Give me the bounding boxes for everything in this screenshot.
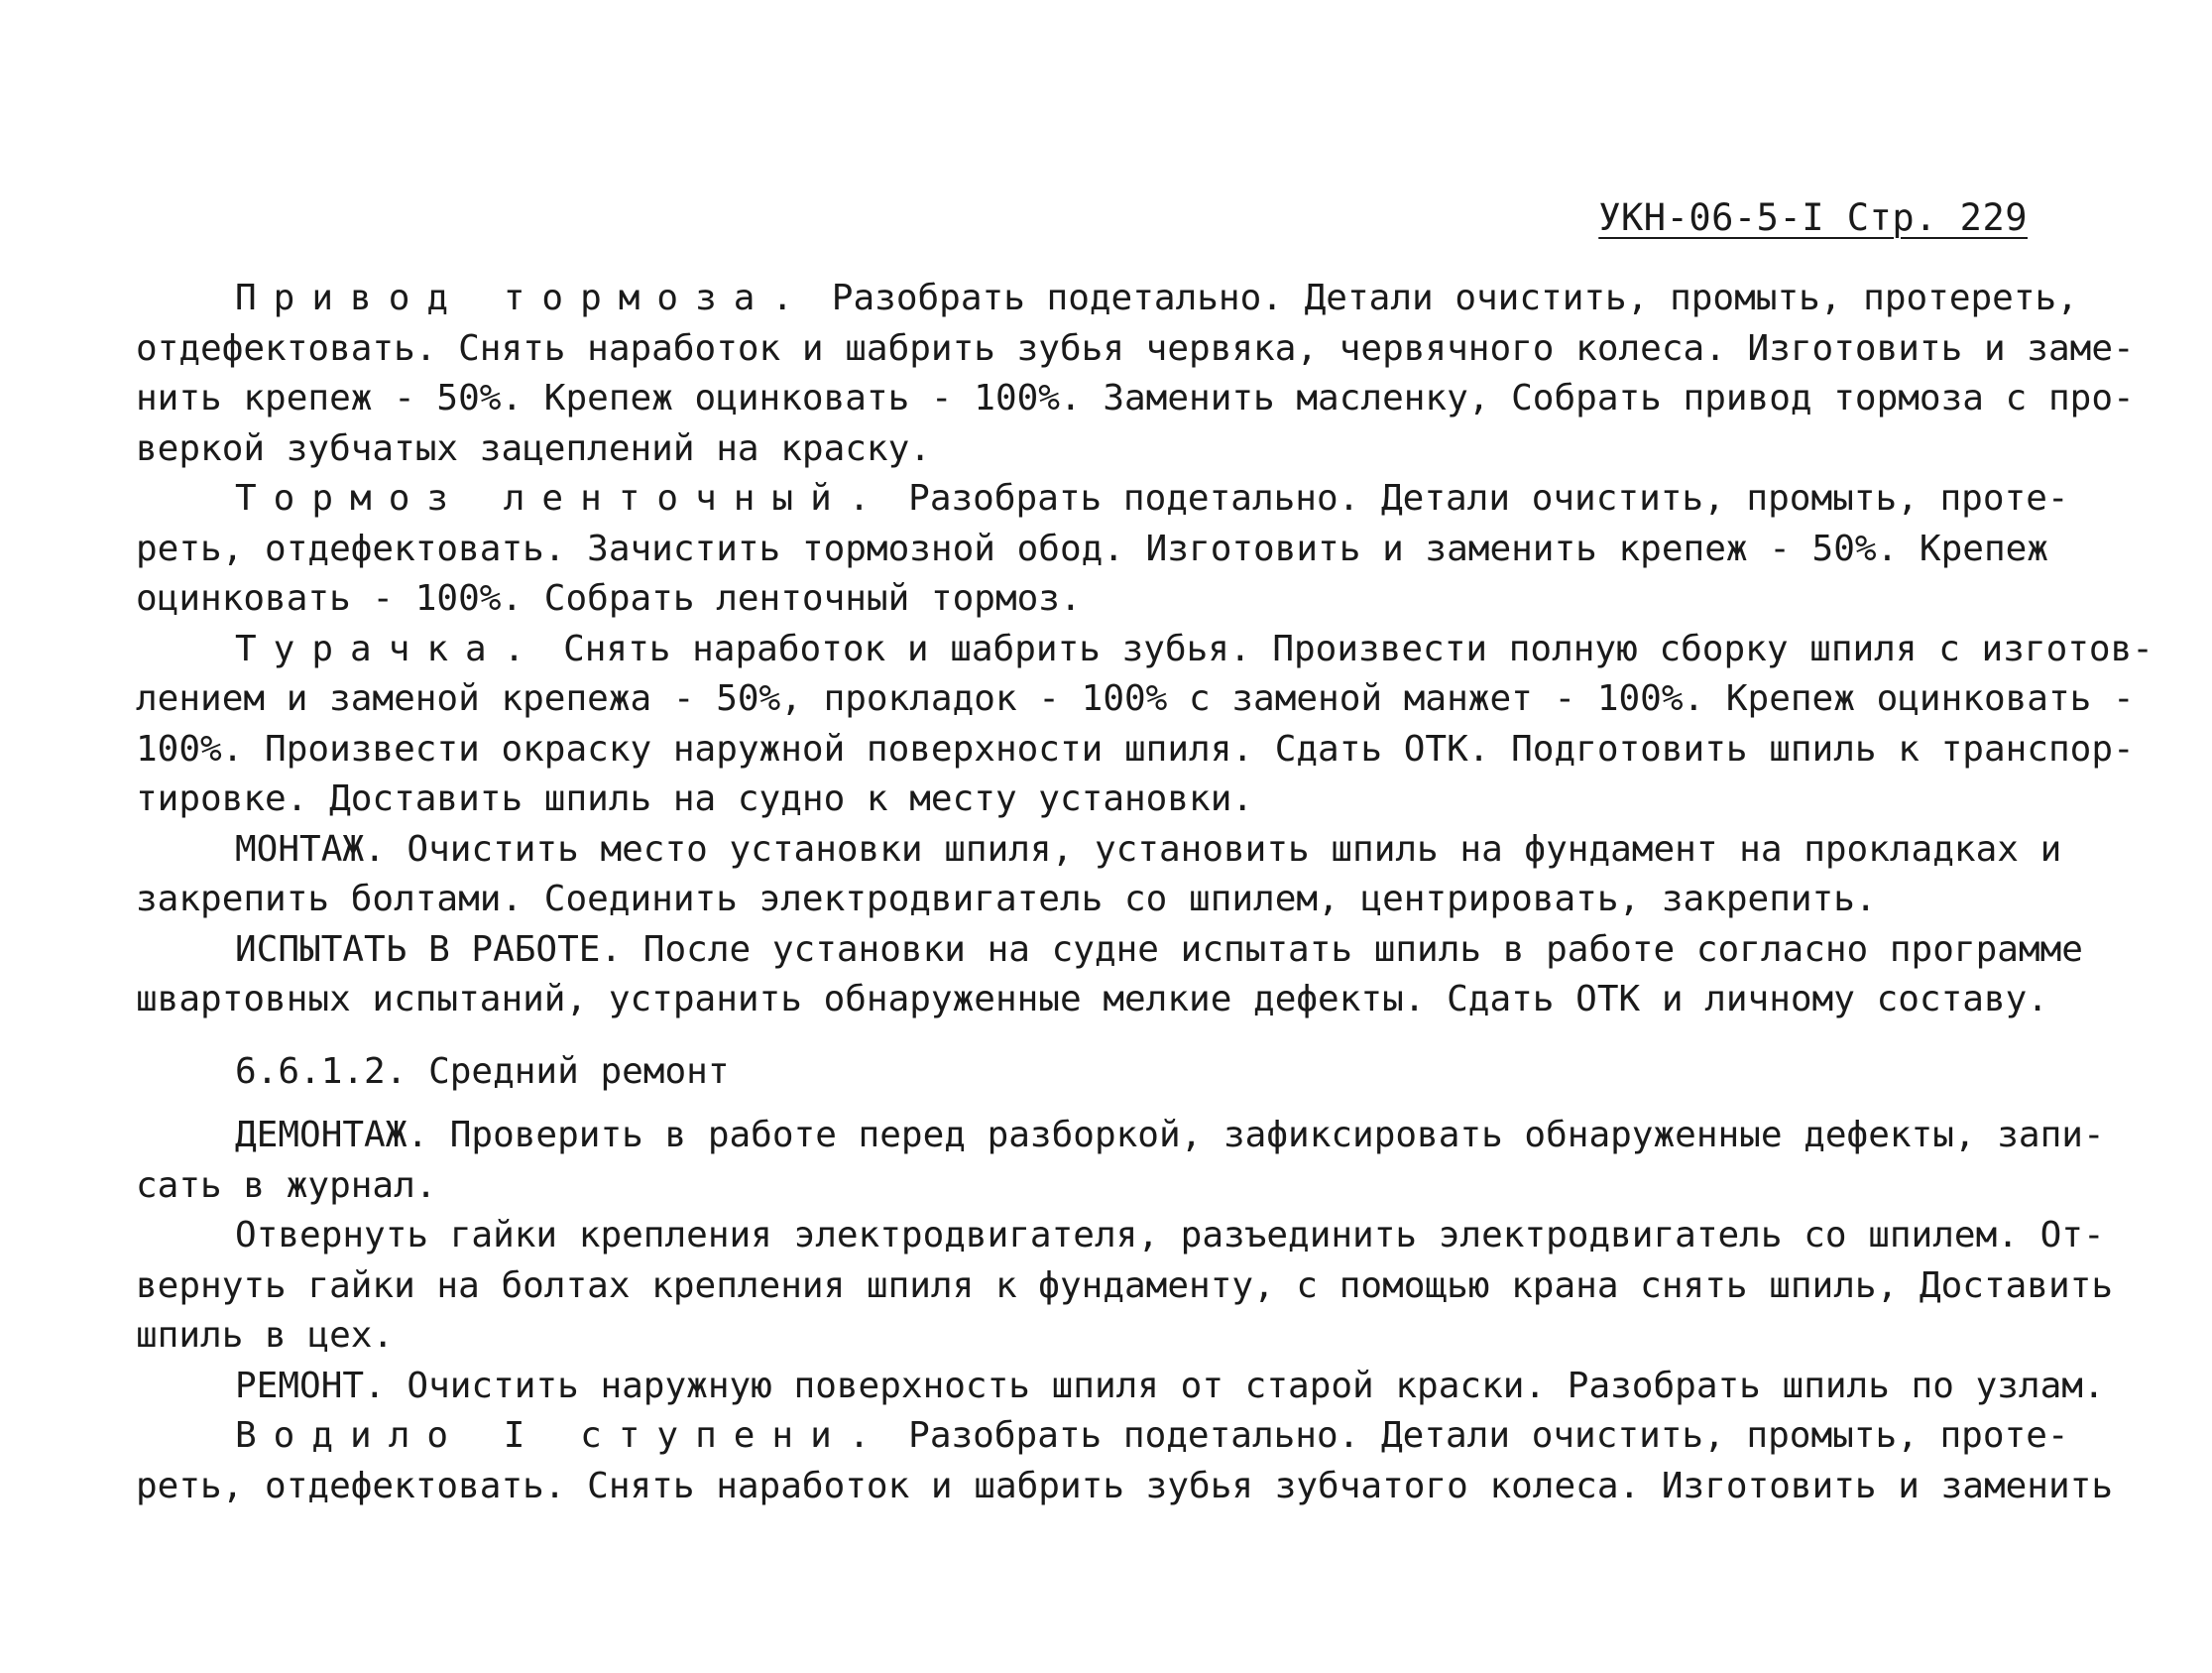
- text-line: ИСПЫТАТЬ В РАБОТЕ. После установки на судне испытать шпиль в работе согласно программе: [235, 928, 2083, 970]
- text-line: лением и заменой крепежа - 50%, прокладок - 100% с заменой манжет - 100%. Крепеж оцинковать -: [136, 678, 2135, 719]
- text-line: вернуть гайки на болтах крепления шпиля к фундаменту, с помощью крана снять шпиль, Доставить: [136, 1264, 2113, 1306]
- line-text: Разобрать подетально. Детали очистить, промыть, проте-: [908, 1415, 2069, 1456]
- paragraph-testing: [136, 925, 2083, 1025]
- spaced-heading: Привод тормоза.: [235, 278, 811, 318]
- text-line: МОНТАЖ. Очистить место установки шпиля, установить шпиль на фундамент на прокладках и: [235, 828, 2062, 870]
- text-line: тировке. Доставить шпиль на судно к месту установки.: [136, 778, 1254, 819]
- line-text: Снять наработок и шабрить зубья. Произвести полную сборку шпиля с изготов-: [563, 628, 2154, 669]
- line-text: Разобрать подетально. Детали очистить, промыть, проте-: [908, 478, 2069, 519]
- text-line: оцинковать - 100%. Собрать ленточный тормоз.: [136, 578, 1082, 619]
- spaced-heading: Тормоз ленточный.: [235, 478, 887, 519]
- paragraph-brake-drive: [136, 274, 2135, 474]
- text-line: веркой зубчатых зацеплений на краску.: [136, 427, 931, 469]
- text-line: [136, 474, 2069, 525]
- paragraph-dismantling: [136, 1111, 2105, 1211]
- text-line: реть, отдефектовать. Снять наработок и шабрить зубья зубчатого колеса. Изготовить и заменить: [136, 1465, 2113, 1506]
- text-line: Отвернуть гайки крепления электродвигателя, разъединить электродвигатель со шпилем. От-: [235, 1215, 2105, 1255]
- text-line: РЕМОНТ. Очистить наружную поверхность шпиля от старой краски. Разобрать шпиль по узлам.: [235, 1365, 2105, 1406]
- text-line: реть, отдефектовать. Зачистить тормозной обод. Изготовить и заменить крепеж - 50%. Крепеж: [136, 528, 2048, 569]
- text-line: закрепить болтами. Соединить электродвигатель со шпилем, центрировать, закрепить.: [136, 879, 1877, 919]
- text-line: [136, 274, 2078, 324]
- text-line: швартовных испытаний, устранить обнаруженные мелкие дефекты. Сдать ОТК и личному составу.: [136, 979, 2048, 1019]
- document-body: [136, 274, 2154, 1511]
- paragraph-unscrew: [136, 1211, 2113, 1362]
- text-line: ДЕМОНТАЖ. Проверить в работе перед разборкой, зафиксировать обнаруженные дефекты, запи-: [235, 1115, 2105, 1155]
- text-line: сать в журнал.: [136, 1164, 437, 1206]
- text-line: 100%. Произвести окраску наружной поверхности шпиля. Сдать ОТК. Подготовить шпиль к транспор-: [136, 728, 2135, 770]
- spaced-heading: Водило I ступени.: [235, 1415, 887, 1456]
- section-title: 6.6.1.2. Средний ремонт: [235, 1050, 730, 1092]
- paragraph-band-brake: [136, 474, 2069, 625]
- paragraph-carrier: [136, 1411, 2113, 1511]
- text-line: отдефектовать. Снять наработок и шабрить зубья червяка, червячного колеса. Изготовить и заме-: [136, 327, 2135, 369]
- document-header: УКН-06-5-I Стр. 229: [1598, 196, 2028, 239]
- text-line: [136, 1411, 2069, 1462]
- text-line: шпиль в цех.: [136, 1315, 395, 1356]
- line-text: Разобрать подетально. Детали очистить, промыть, протереть,: [831, 278, 2078, 318]
- paragraph-repair: [136, 1362, 2105, 1412]
- spaced-heading: Турачка.: [235, 628, 542, 669]
- paragraph-warping-drum: [136, 625, 2154, 825]
- paragraph-installation: [136, 825, 2062, 925]
- text-line: [136, 625, 2154, 675]
- text-line: нить крепеж - 50%. Крепеж оцинковать - 100%. Заменить масленку, Собрать привод тормоза с про-: [136, 378, 2135, 418]
- section-heading: [136, 1047, 2049, 1098]
